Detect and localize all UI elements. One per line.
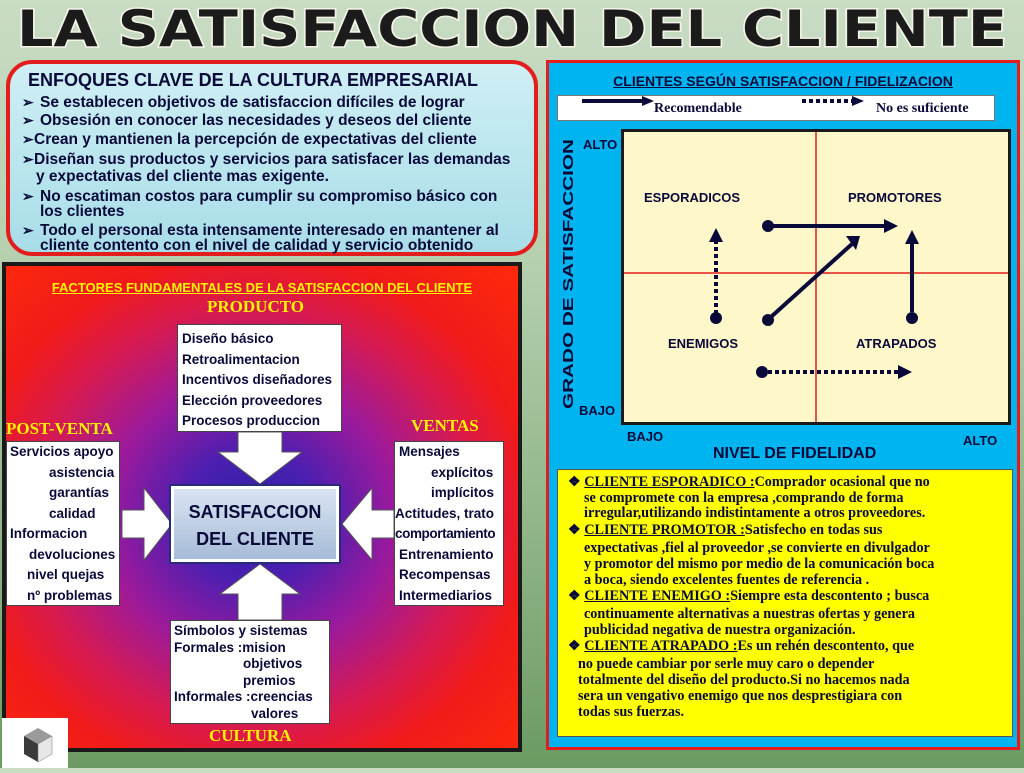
svg-text:GRADO DE SATISFACCION: GRADO DE SATISFACCION bbox=[560, 213, 577, 409]
enfoques-item: ➢ No escatiman costos para cumplir su compromiso básico con bbox=[22, 188, 498, 205]
postventa-item: asistencia bbox=[49, 464, 115, 480]
cultura-item: premios bbox=[243, 672, 296, 688]
producto-label: PRODUCTO bbox=[207, 297, 304, 316]
desc-line: y promotor del mismo por medio de la comunicación boca bbox=[584, 556, 935, 572]
cultura-item: valores bbox=[251, 705, 299, 721]
solid-arrow-icon bbox=[642, 96, 654, 106]
ventas-item: comportamiento bbox=[395, 526, 496, 541]
desc-promotor: ❖ CLIENTE PROMOTOR :Satisfecho en todas sus bbox=[568, 522, 883, 538]
postventa-item: devoluciones bbox=[29, 546, 116, 562]
ventas-item: Intermediarios bbox=[399, 587, 493, 603]
cultura-item: Formales :mision bbox=[174, 639, 286, 655]
x-axis-low: BAJO bbox=[627, 429, 664, 444]
enfoques-header: ENFOQUES CLAVE DE LA CULTURA EMPRESARIAL bbox=[28, 70, 479, 90]
diamond-bullet-icon: ❖ bbox=[568, 474, 585, 490]
postventa-item: Servicios apoyo bbox=[10, 444, 114, 459]
arrow-down-icon bbox=[218, 432, 302, 484]
desc-line: todas sus fuerzas. bbox=[578, 704, 685, 720]
page-title-text: LA SATISFACCION DEL CLIENTE bbox=[17, 2, 1007, 54]
enfoques-item: ➢ Se establecen objetivos de satisfaccion difíciles de lograr bbox=[22, 94, 465, 111]
enfoques-item-cont: cliente contento con el nivel de calidad y servicio obtenido bbox=[40, 237, 474, 254]
postventa-label: POST-VENTA bbox=[6, 419, 113, 438]
desc-line: se compromete con la empresa ,comprando de forma bbox=[584, 490, 904, 506]
quadrant-atrapados: ATRAPADOS bbox=[856, 336, 937, 351]
satisfaccion-center-box bbox=[171, 486, 339, 562]
ventas-item: explícitos bbox=[431, 464, 494, 480]
logo-icon bbox=[2, 718, 68, 768]
postventa-item: garantías bbox=[49, 485, 110, 500]
desc-line: irregular,utilizando indistintamente a otros proveedores. bbox=[584, 505, 926, 521]
y-axis-label bbox=[553, 133, 581, 413]
producto-item: Procesos produccion bbox=[182, 413, 321, 428]
postventa-item: nº problemas bbox=[27, 587, 113, 603]
center-line: DEL CLIENTE bbox=[196, 529, 314, 549]
ventas-item: Entrenamiento bbox=[399, 546, 494, 562]
enfoques-item-cont: y expectativas del cliente mas exigente. bbox=[36, 168, 329, 185]
cultura-item: objetivos bbox=[243, 656, 303, 671]
desc-line: sera un vengativo enemigo que nos desprestigiara con bbox=[578, 688, 903, 704]
ventas-item: Recompensas bbox=[399, 567, 491, 582]
enfoques-item-cont: los clientes bbox=[40, 203, 125, 220]
ventas-item: implícitos bbox=[431, 485, 495, 500]
y-axis-low: BAJO bbox=[579, 403, 616, 418]
enfoques-item: ➢ Todo el personal esta intensamente interesado en mantener al bbox=[22, 222, 499, 239]
center-line: SATISFACCION bbox=[188, 502, 322, 522]
ventas-label: VENTAS bbox=[411, 416, 479, 435]
ventas-item: Actitudes, trato bbox=[395, 505, 495, 521]
postventa-item: calidad bbox=[49, 505, 96, 521]
client-descriptions bbox=[557, 469, 1013, 737]
legend-solid-label: Recomendable bbox=[654, 101, 742, 116]
enfoques-item: ➢ Obsesión en conocer las necesidades y deseos del cliente bbox=[22, 112, 472, 129]
desc-line: a boca, siendo excelentes fuentes de referencia . bbox=[584, 572, 870, 588]
quadrant-promotores: PROMOTORES bbox=[848, 190, 942, 205]
producto-item: Retroalimentacion bbox=[182, 351, 300, 367]
diamond-bullet-icon: ❖ bbox=[568, 522, 585, 538]
desc-enemigo: ❖ CLIENTE ENEMIGO :Siempre esta descontento ; busca bbox=[568, 588, 930, 604]
producto-item: Diseño básico bbox=[182, 331, 274, 346]
logo bbox=[2, 718, 68, 768]
arrow-bullet-icon: ➢ bbox=[22, 131, 34, 147]
solid-arrow-icon bbox=[884, 219, 898, 233]
ventas-item: Mensajes bbox=[399, 444, 460, 459]
clientes-title: CLIENTES SEGÚN SATISFACCION / FIDELIZACION bbox=[613, 73, 953, 89]
producto-item: Elección proveedores bbox=[182, 392, 323, 408]
cultura-item: Símbolos y sistemas bbox=[174, 623, 308, 638]
x-axis-high: ALTO bbox=[963, 433, 998, 448]
producto-box bbox=[177, 324, 342, 432]
producto-item: Incentivos diseñadores bbox=[182, 372, 333, 387]
desc-line: continuamente alternativas a nuestras ofertas y genera bbox=[584, 606, 915, 622]
arrow-left-icon bbox=[342, 488, 394, 560]
desc-line: no puede cambiar por serle muy caro o depender bbox=[578, 656, 875, 672]
y-axis-high: ALTO bbox=[583, 137, 618, 152]
arrow-bullet-icon: ➢ bbox=[22, 188, 34, 204]
legend bbox=[557, 95, 995, 121]
desc-esporadico: ❖ CLIENTE ESPORADICO :Comprador ocasional que no bbox=[568, 474, 930, 490]
cultura-box bbox=[170, 620, 330, 724]
desc-line: publicidad negativa de nuestra organización. bbox=[584, 622, 856, 638]
arrow-right-icon bbox=[122, 488, 172, 560]
cultura-item: Informales :creencias bbox=[174, 689, 313, 704]
enfoques-item: ➢Crean y mantienen la percepción de expectativas del cliente bbox=[22, 131, 477, 148]
dotted-arrow-icon bbox=[709, 228, 723, 242]
solid-arrow-icon bbox=[905, 230, 919, 244]
postventa-box bbox=[6, 441, 120, 606]
ventas-box bbox=[394, 441, 504, 606]
postventa-item: Informacion bbox=[10, 526, 88, 541]
desc-line: expectativas ,fiel al proveedor ,se convierte en divulgador bbox=[584, 540, 930, 556]
clientes-panel bbox=[546, 60, 1020, 750]
x-axis-label: NIVEL DE FIDELIDAD bbox=[713, 445, 877, 462]
factores-title: FACTORES FUNDAMENTALES DE LA SATISFACCION DEL CLIENTE bbox=[51, 280, 473, 295]
diamond-bullet-icon: ❖ bbox=[568, 638, 585, 654]
dotted-arrow-icon bbox=[852, 96, 864, 106]
arrow-bullet-icon: ➢ bbox=[22, 112, 34, 128]
dotted-arrow-icon bbox=[898, 365, 912, 379]
legend-dotted-label: No es suficiente bbox=[876, 101, 969, 116]
quadrant-enemigos: ENEMIGOS bbox=[668, 336, 739, 351]
desc-atrapado: ❖ CLIENTE ATRAPADO :Es un rehén descontento, que bbox=[568, 638, 915, 654]
enfoques-item: ➢Diseñan sus productos y servicios para satisfacer las demandas bbox=[22, 151, 511, 168]
satisfaction-matrix bbox=[621, 129, 1011, 425]
cultura-label: CULTURA bbox=[209, 726, 292, 745]
arrow-bullet-icon: ➢ bbox=[22, 94, 34, 110]
quadrant-esporadicos: ESPORADICOS bbox=[644, 190, 741, 205]
postventa-item: nivel quejas bbox=[27, 567, 105, 582]
arrow-up-icon bbox=[220, 564, 300, 620]
diamond-bullet-icon: ❖ bbox=[568, 588, 585, 604]
arrow-bullet-icon: ➢ bbox=[22, 151, 34, 167]
arrow-bullet-icon: ➢ bbox=[22, 222, 34, 238]
desc-line: totalmente del diseño del producto.Si no hacemos nada bbox=[578, 672, 910, 688]
